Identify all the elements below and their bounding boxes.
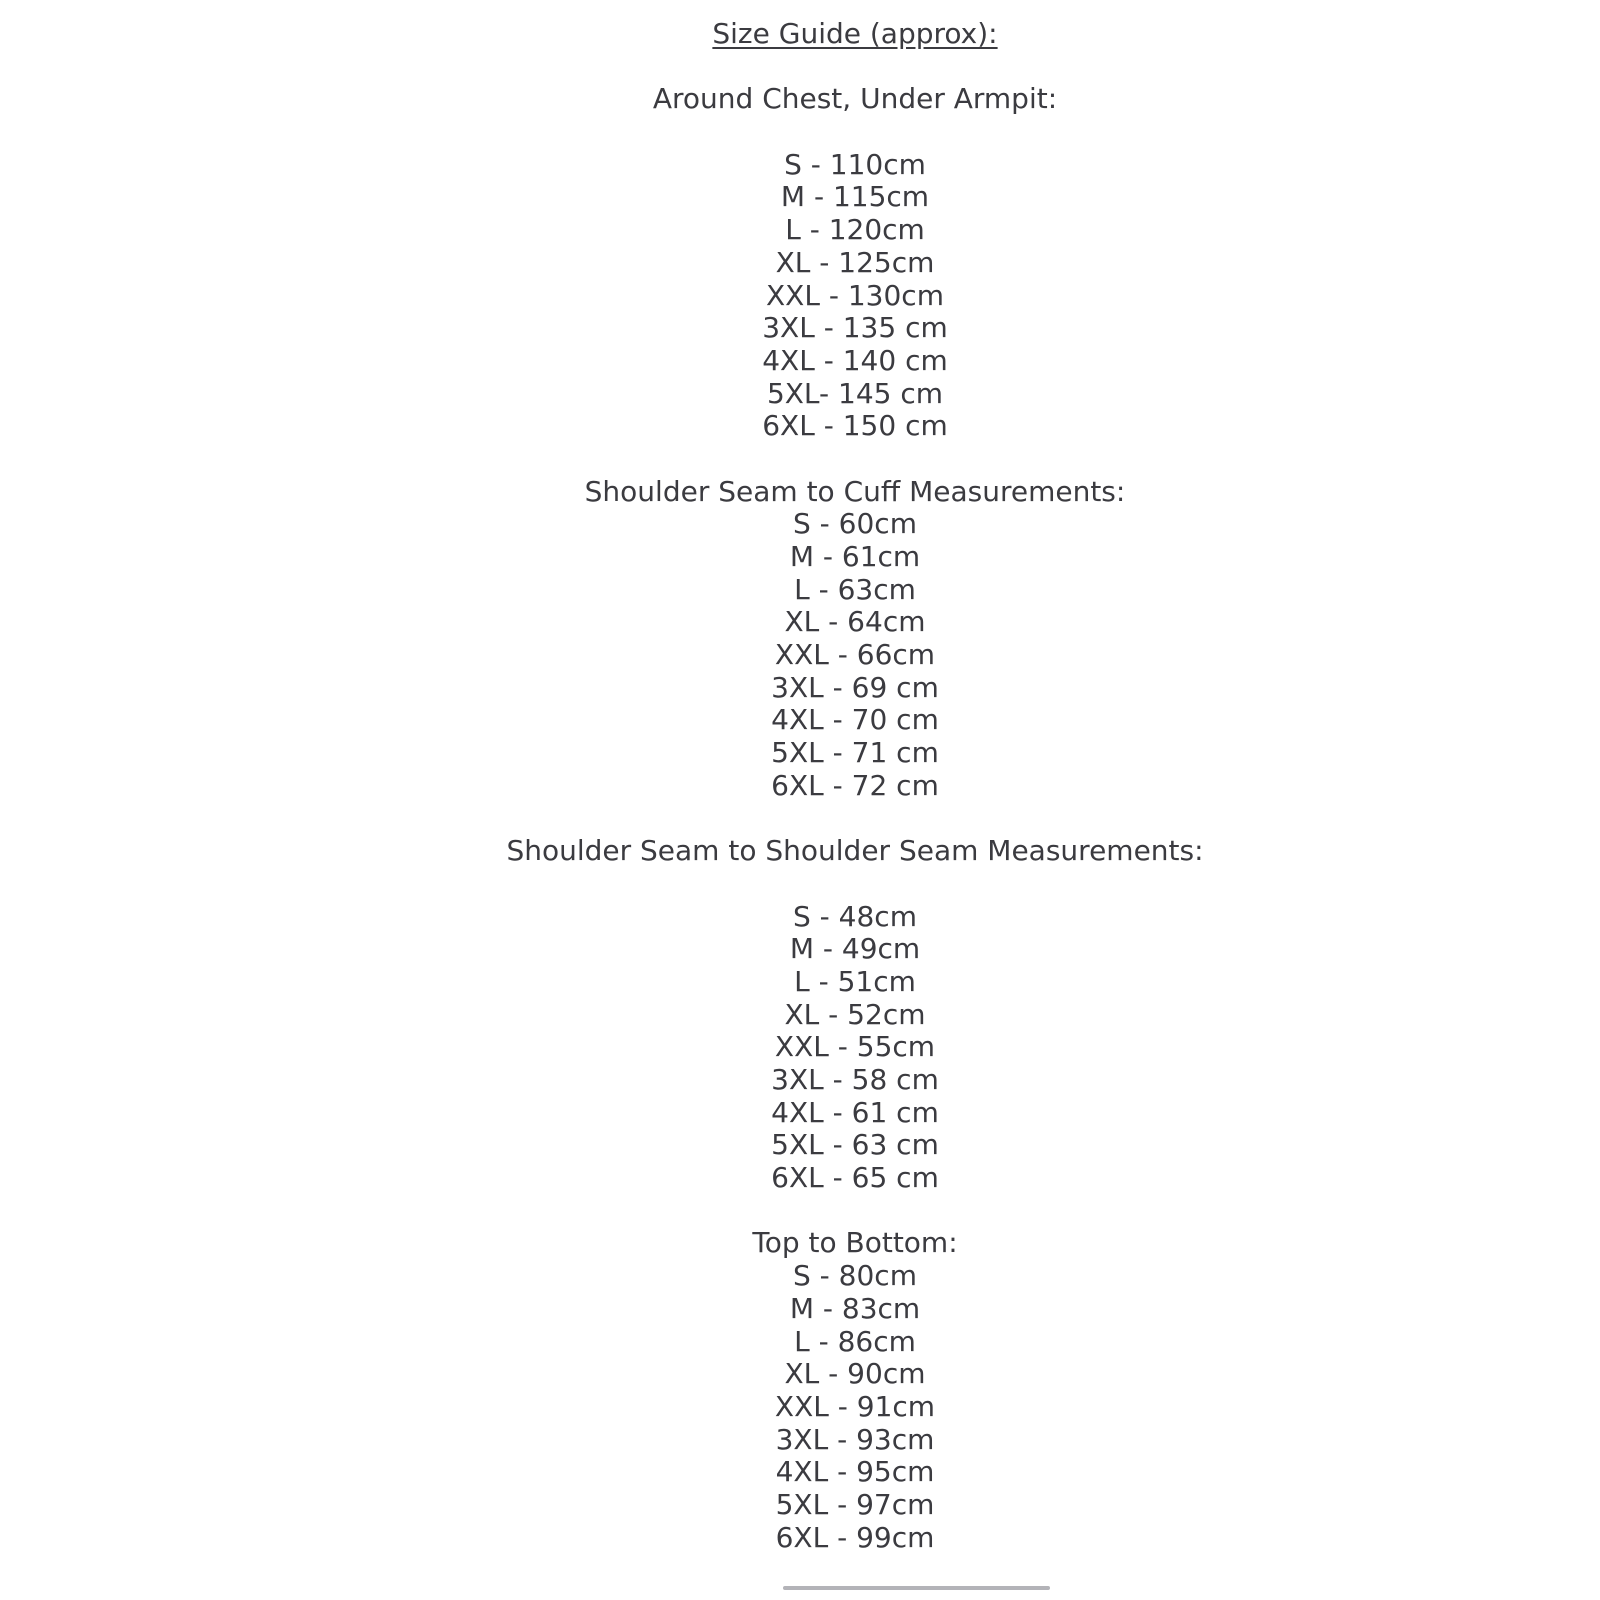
size-item: 3XL - 135 cm bbox=[762, 311, 948, 345]
size-item: 6XL - 150 cm bbox=[762, 409, 948, 443]
section-heading: Top to Bottom: bbox=[752, 1226, 958, 1260]
cutoff-text-line bbox=[783, 1586, 1050, 1590]
blank-line bbox=[110, 868, 1600, 901]
size-item: 4XL - 61 cm bbox=[771, 1095, 939, 1129]
size-item: 6XL - 99cm bbox=[775, 1520, 935, 1554]
size-item: 5XL - 63 cm bbox=[771, 1128, 939, 1162]
size-item: L - 86cm bbox=[794, 1324, 916, 1358]
page-title: Size Guide (approx): bbox=[712, 17, 998, 50]
section-heading: Shoulder Seam to Cuff Measurements: bbox=[584, 474, 1126, 508]
size-item: S - 110cm bbox=[784, 147, 926, 181]
size-item: XXL - 130cm bbox=[766, 278, 944, 312]
size-item: S - 80cm bbox=[793, 1259, 917, 1293]
sections bbox=[110, 51, 1600, 1555]
size-item: M - 115cm bbox=[780, 180, 930, 214]
size-item: 5XL - 97cm bbox=[775, 1487, 935, 1521]
size-item: XL - 125cm bbox=[775, 245, 935, 279]
size-item: L - 120cm bbox=[785, 213, 925, 247]
blank-line bbox=[110, 443, 1600, 476]
blank-line bbox=[110, 51, 1600, 84]
size-item: 6XL - 72 cm bbox=[771, 768, 939, 802]
section-heading: Around Chest, Under Armpit: bbox=[652, 82, 1058, 116]
size-item: 5XL - 71 cm bbox=[771, 736, 939, 770]
size-item: M - 61cm bbox=[789, 540, 921, 573]
size-item: XL - 64cm bbox=[784, 605, 926, 639]
size-item: XXL - 55cm bbox=[774, 1030, 936, 1064]
size-item: 6XL - 65 cm bbox=[771, 1161, 939, 1195]
size-item: M - 49cm bbox=[789, 932, 921, 966]
size-item: S - 48cm bbox=[793, 899, 917, 933]
size-item: L - 51cm bbox=[794, 964, 916, 998]
size-item: XL - 52cm bbox=[784, 997, 926, 1031]
size-section bbox=[110, 443, 1600, 803]
size-item: 3XL - 58 cm bbox=[771, 1063, 939, 1096]
section-heading: Shoulder Seam to Shoulder Seam Measurements: bbox=[506, 834, 1204, 868]
blank-line bbox=[110, 116, 1600, 149]
size-item: 3XL - 93cm bbox=[775, 1422, 935, 1456]
size-section bbox=[110, 1195, 1600, 1555]
size-section bbox=[110, 803, 1600, 1195]
size-item: M - 83cm bbox=[789, 1291, 921, 1325]
size-item: 3XL - 69 cm bbox=[771, 670, 939, 704]
size-item: XXL - 91cm bbox=[774, 1389, 936, 1423]
size-item: 5XL- 145 cm bbox=[766, 376, 944, 410]
size-item: XXL - 66cm bbox=[774, 638, 936, 672]
size-item: 4XL - 95cm bbox=[775, 1455, 935, 1489]
size-item: 4XL - 70 cm bbox=[771, 703, 939, 737]
size-item: XL - 90cm bbox=[784, 1357, 926, 1391]
blank-line bbox=[110, 803, 1600, 836]
size-item: L - 63cm bbox=[794, 572, 916, 606]
blank-line bbox=[110, 1195, 1600, 1228]
size-item: S - 60cm bbox=[793, 507, 917, 541]
size-item: 4XL - 140 cm bbox=[762, 343, 948, 377]
size-section bbox=[110, 51, 1600, 443]
